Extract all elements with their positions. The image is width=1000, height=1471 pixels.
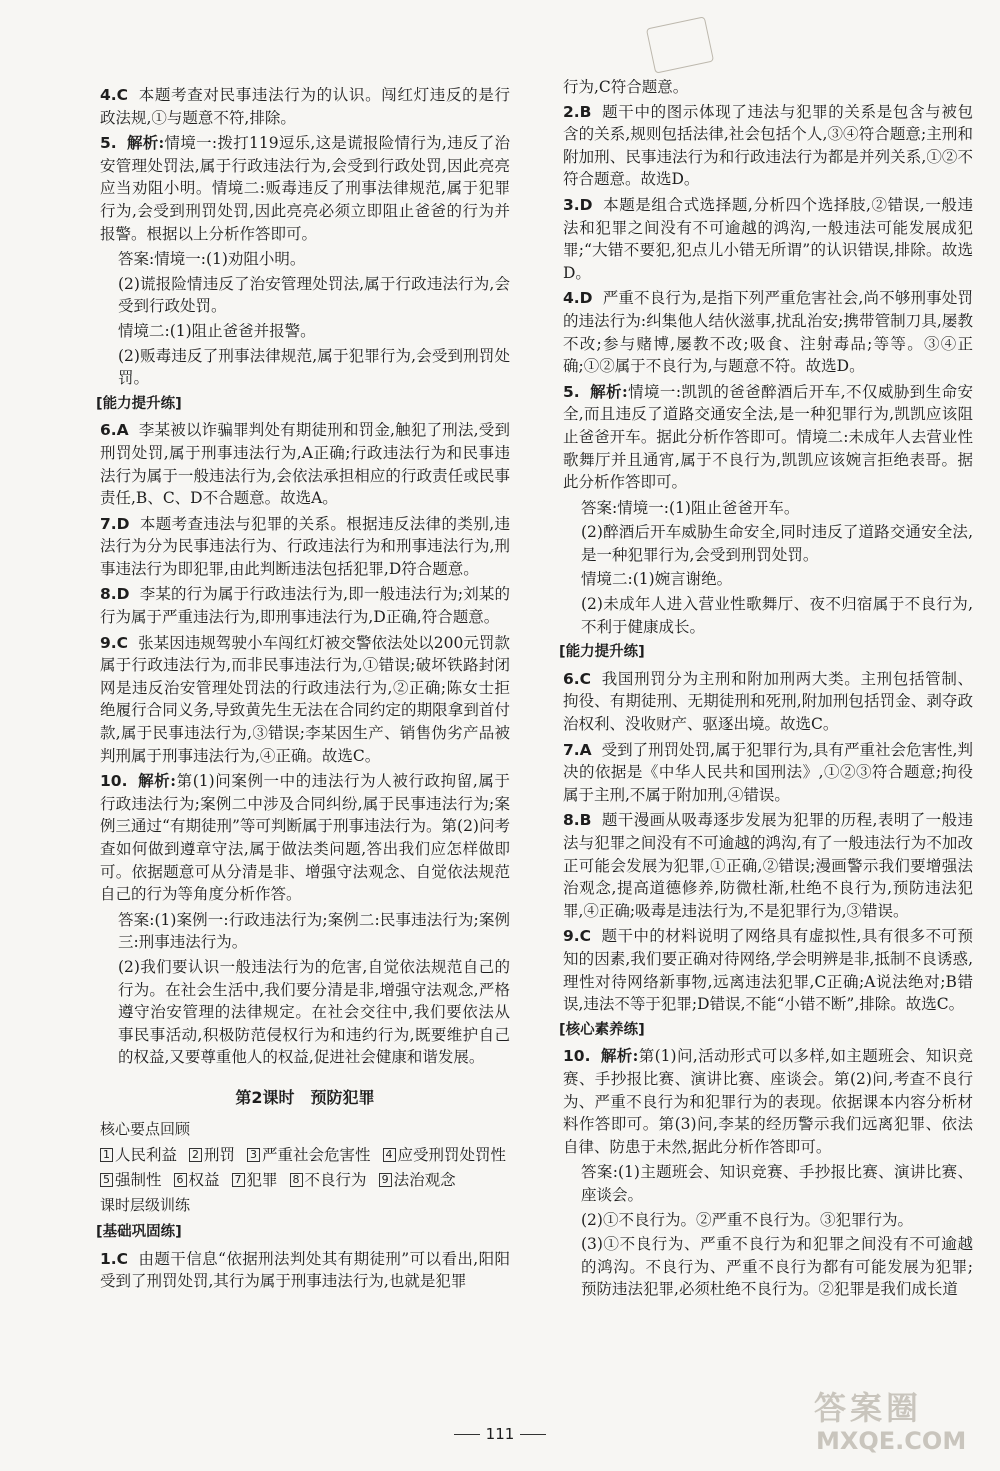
answer-item — [563, 287, 973, 377]
answer-line — [563, 1161, 973, 1206]
key-point-number: 3 — [247, 1148, 260, 1162]
item-text: 李某被以诈骗罪判处有期徒刑和罚金,触犯了刑法,受到刑罚处罚,属于刑事违法行为,A正确;行政违法行为和民事违法行为属于一般违法行为,会依法承担相应的行政责任或民事责任,B、C、D不合题意。故选A。 — [100, 421, 510, 508]
key-point-text: 人民利益 — [115, 1146, 178, 1165]
answer-text: 情境一:(1)阻止爸爸开车。 — [617, 498, 800, 517]
answer-label: 答案: — [118, 250, 155, 269]
answer-item — [563, 381, 973, 494]
answer-line: 情境二:(1)阻止爸爸并报警。 — [118, 321, 316, 340]
item-number: 7.A — [563, 740, 592, 759]
item-number: 8.D — [100, 585, 130, 604]
page-number-dash — [520, 1434, 546, 1435]
answer-item — [563, 101, 973, 191]
answer-item — [563, 809, 973, 922]
item-number: 9.C — [563, 927, 592, 946]
key-point-number: 7 — [232, 1173, 245, 1187]
answer-text: (1)案例一:行政违法行为;案例二:民事违法行为;案例三:刑事违法行为。 — [118, 910, 510, 952]
answer-line: (2)醉酒后开车威胁生命安全,同时违反了道路交通安全法,是一种犯罪行为,会受到刑罚处罚。 — [581, 523, 973, 564]
answer-item — [100, 632, 510, 768]
item-text: 受到了刑罚处罚,属于犯罪行为,具有严重社会危害性,判决的依据是《中华人民共和国刑法》,①②③符合题意;拘役属于主刑,不属于附加刑,④错误。 — [563, 740, 973, 804]
answer-item — [100, 770, 510, 906]
answer-line: (2)未成年人进入营业性歌舞厅、夜不归宿属于不良行为,不利于健康成长。 — [581, 595, 973, 636]
right-column — [559, 76, 974, 1303]
answer-item — [100, 84, 510, 129]
answer-item — [563, 925, 973, 1015]
answer-text: (1)主题班会、知识竞赛、手抄报比赛、演讲比赛、座谈会。 — [581, 1163, 973, 1204]
watermark-logo — [800, 1383, 990, 1465]
answer-line: (2)谎报险情违反了治安管理处罚法,属于行政违法行为,会受到行政处罚。 — [118, 274, 510, 316]
section-heading: [基础巩固练] — [96, 1223, 182, 1240]
key-point — [383, 1144, 507, 1167]
key-point — [100, 1144, 177, 1167]
key-point — [100, 1169, 162, 1192]
answer-line: (2)①不良行为。②严重不良行为。③犯罪行为。 — [581, 1210, 913, 1229]
item-number: 6.A — [100, 421, 129, 440]
key-point — [379, 1169, 456, 1192]
key-point-text: 法治观念 — [393, 1170, 456, 1189]
item-number: 9.C — [100, 633, 129, 652]
item-text: 第(1)问案例一中的违法行为人被行政拘留,属于行政违法行为;案例二中涉及合同纠纷,属于民事违法行为;案例三通过“有期徒刑”等可判断属于刑事违法行为。第(2)问考查如何做到遵章守法,属于做法类问题,答出我们应怎样做即可。依据题意可从分清是非、增强守法观念、自觉依法规范自己的行为等角度分析作答。 — [100, 772, 510, 904]
item-text: 情境一:拨打119逗乐,这是谎报险情行为,违反了治安管理处罚法,属于行政违法行为,会受到行政处罚,因此亮亮应当劝阻小明。情境二:贩毒违反了刑事法律规范,属于犯罪行为,会受到刑罚处罚,因此亮亮必须立即阻止爸爸的行为并报警。根据以上分析作答即可。 — [100, 134, 510, 243]
answer-line — [100, 248, 510, 271]
key-point-number: 8 — [290, 1173, 303, 1187]
page-number-text: 111 — [485, 1425, 515, 1443]
key-point-text: 应受刑罚处罚性 — [397, 1146, 507, 1165]
item-number: 6.C — [563, 669, 592, 688]
answer-line — [563, 497, 973, 520]
corner-stamp — [646, 16, 714, 73]
answer-label: 答案: — [118, 910, 155, 929]
answer-item — [100, 513, 510, 581]
section-heading: [核心素养练] — [559, 1021, 645, 1038]
answer-line — [100, 909, 510, 954]
item-text: 题干中的材料说明了网络具有虚拟性,具有很多不可预知的因素,我们要正确对待网络,学会明辨是非,抵制不良诱惑,理性对待网络新事物,远离违法犯罪,C正确;A说法绝对;B错误,违法不等于犯罪;D错误,不能“小错不断”,排除。故选C。 — [563, 927, 973, 1014]
key-point-number: 9 — [379, 1173, 392, 1187]
key-point — [290, 1169, 367, 1192]
answer-label: 答案: — [581, 498, 618, 517]
item-label: 解析: — [137, 771, 176, 791]
key-point — [189, 1144, 235, 1167]
item-number: 2.B — [563, 102, 592, 121]
continued-text: 行为,C符合题意。 — [563, 78, 689, 96]
answer-item — [563, 739, 973, 807]
key-point-text: 不良行为 — [304, 1170, 367, 1189]
item-label: 解析: — [600, 1046, 639, 1066]
item-text: 李某的行为属于行政违法行为,即一般违法行为;刘某的行为属于严重违法行为,即刑事违法行为,D正确,符合题意。 — [100, 585, 510, 627]
key-point — [174, 1169, 220, 1192]
item-text: 第(1)问,活动形式可以多样,如主题班会、知识竞赛、手抄报比赛、演讲比赛、座谈会。第(2)问,考查不良行为、严重不良行为和犯罪行为的表现。依据课本内容分析材料作答即可。第(3)问,李某的经历警示我们远离犯罪、依法自律、防患于未然,据此分析作答即可。 — [563, 1047, 974, 1156]
key-point-number: 5 — [100, 1173, 113, 1187]
item-label: 解析: — [126, 133, 165, 153]
key-point-number: 4 — [383, 1148, 396, 1162]
left-column — [96, 84, 510, 1296]
answer-item — [563, 1045, 973, 1158]
key-point-text: 刑罚 — [204, 1146, 236, 1165]
item-text: 本题考查对民事违法行为的认识。闯红灯违反的是行政法规,①与题意不符,排除。 — [100, 86, 510, 127]
item-number: 8.B — [563, 811, 592, 830]
answer-line: (2)贩毒违反了刑事法律规范,属于犯罪行为,会受到刑罚处罚。 — [118, 346, 510, 388]
answer-line: 情境二:(1)婉言谢绝。 — [581, 570, 733, 589]
key-points-list — [100, 1144, 510, 1191]
item-text: 我国刑罚分为主刑和附加刑两大类。主刑包括管制、拘役、有期徒刑、无期徒刑和死刑,附加刑包括罚金、剥夺政治权利、没收财产、驱逐出境。故选C。 — [563, 669, 973, 734]
answer-item — [563, 194, 973, 284]
answer-item — [100, 583, 510, 628]
answer-item — [100, 419, 510, 509]
answer-line: (2)我们要认识一般违法行为的危害,自觉依法规范自己的行为。在社会生活中,我们要分清是非,增强守法观念,严格遵守治安管理的法律规定。在社会交往中,我们要依法从事民事活动,积极防范侵权行为和违约行为,既要维护自己的权益,又要尊重他人的权益,促进社会健康和谐发展。 — [118, 957, 510, 1067]
key-point — [232, 1169, 278, 1192]
key-point-number: 1 — [100, 1148, 113, 1162]
watermark-text: 答案圈 — [814, 1389, 923, 1427]
lesson-title: 第2课时 预防犯罪 — [235, 1087, 375, 1107]
answer-item — [100, 132, 510, 245]
review-heading: 核心要点回顾 — [100, 1119, 191, 1138]
key-point-number: 2 — [189, 1148, 202, 1162]
key-point-text: 严重社会危害性 — [262, 1146, 371, 1165]
section-heading: [能力提升练] — [559, 644, 645, 661]
item-number: 5. — [100, 134, 117, 153]
item-text: 本题是组合式选择题,分析四个选择肢,②错误,一般违法和犯罪之间没有不可逾越的鸿沟,一般违法可能发展成犯罪;“大错不要犯,犯点儿小错无所谓”的认识错误,排除。故选D。 — [563, 195, 973, 282]
item-number: 7.D — [100, 514, 130, 533]
key-point-text: 犯罪 — [246, 1170, 278, 1189]
item-number: 5. — [563, 382, 580, 401]
answer-label: 答案: — [581, 1163, 618, 1182]
key-point-number: 6 — [174, 1173, 187, 1187]
item-number: 10. — [100, 772, 128, 791]
item-label: 解析: — [589, 381, 628, 401]
item-number: 4.C — [100, 86, 129, 104]
item-text: 严重不良行为,是指下列严重危害社会,尚不够刑事处罚的违法行为:纠集他人结伙滋事,扰乱治安;携带管制刀具,屡教不改;参与赌博,屡教不改;吸食、注射毒品;等等。③④正确;①②属于不良行为,与题意不符。故选D。 — [563, 289, 973, 376]
item-number: 10. — [563, 1047, 591, 1066]
item-number: 1.C — [100, 1249, 129, 1268]
key-point-text: 权益 — [188, 1170, 220, 1189]
item-text: 情境一:凯凯的爸爸醉酒后开车,不仅威胁到生命安全,而且违反了道路交通安全法,是一种犯罪行为,凯凯应该阻止爸爸开车。据此分析作答即可。情境二:未成年人去营业性歌舞厅并且通宵,属于不良行为,凯凯应该婉言拒绝表哥。据此分析作答即可。 — [563, 382, 973, 492]
item-text: 由题干信息“依据刑法判处其有期徒刑”可以看出,阳阳受到了刑罚处罚,其行为属于刑事违法行为,也就是犯罪 — [100, 1249, 510, 1291]
watermark-url: MXQE.COM — [816, 1427, 967, 1455]
item-text: 题干漫画从吸毒逐步发展为犯罪的历程,表明了一般违法与犯罪之间没有不可逾越的鸿沟,有了一般违法行为不加改正可能会发展为犯罪,①正确,②错误;漫画警示我们要增强法治观念,提高道德修养,防微杜渐,杜绝不良行为,预防违法犯罪,④正确;吸毒是违法行为,不是犯罪行为,③错误。 — [563, 811, 973, 920]
item-text: 题干中的图示体现了违法与犯罪的关系是包含与被包含的关系,规则包括法律,社会包括个人,③④符合题意;主刑和附加刑、民事违法行为和行政违法行为都是并列关系,①②不符合题意。故选D。 — [563, 102, 973, 189]
answer-line: (3)①不良行为、严重不良行为和犯罪之间没有不可逾越的鸿沟。不良行为、严重不良行为都有可能发展为犯罪;预防违法犯罪,必须杜绝不良行为。②犯罪是我们成长道 — [581, 1235, 973, 1299]
key-point — [247, 1144, 371, 1167]
page-number-dash — [454, 1434, 480, 1435]
item-text: 张某因违规驾驶小车闯红灯被交警依法处以200元罚款属于行政违法行为,而非民事违法行为,①错误;破坏铁路封闭网是违反治安管理处罚法的行政违法行为,②正确;陈女士拒绝履行合同义务,导致黄先生无法在合同约定的期限拿到首付款,属于民事违法行为,③错误;李某因生产、销售伪劣产品被判刑属于刑事违法行为,④正确。故选C。 — [100, 633, 510, 765]
answer-text: 情境一:(1)劝阻小明。 — [154, 250, 306, 269]
section-heading: [能力提升练] — [96, 395, 182, 412]
item-number: 3.D — [563, 195, 593, 214]
answer-item — [563, 668, 973, 736]
item-number: 4.D — [563, 289, 593, 308]
answer-item — [100, 1248, 510, 1293]
training-heading: 课时层级训练 — [100, 1196, 191, 1215]
key-point-text: 强制性 — [115, 1170, 162, 1189]
item-text: 本题考查违法与犯罪的关系。根据违反法律的类别,违法行为分为民事违法行为、行政违法行为和刑事违法行为,刑事违法行为即犯罪,由此判断违法包括犯罪,D符合题意。 — [100, 514, 510, 578]
